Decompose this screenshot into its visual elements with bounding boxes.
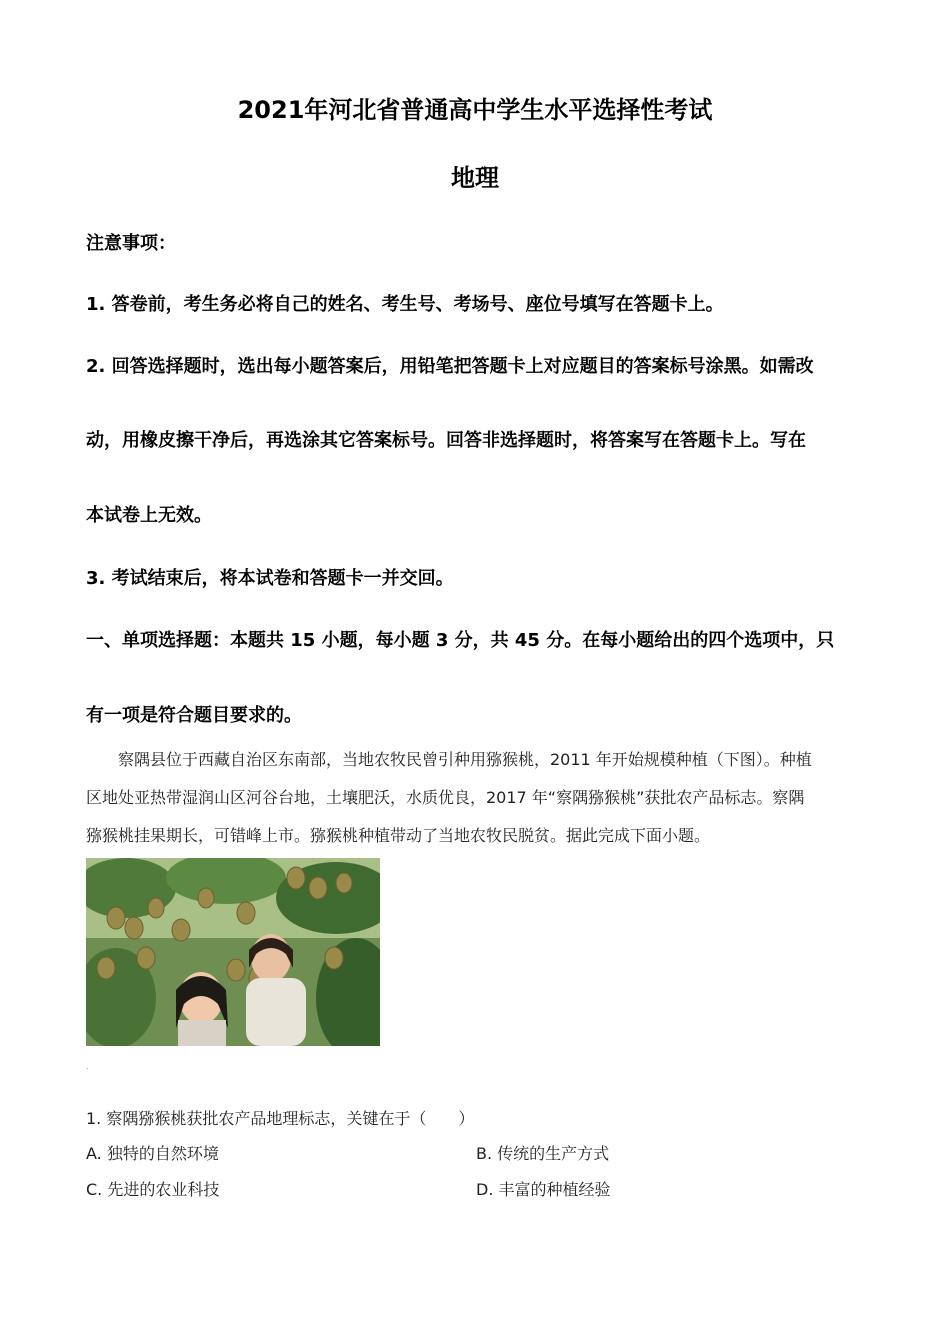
- subject-title: 地理: [451, 164, 499, 192]
- section-heading-line-2: 有一项是符合题目要求的。: [86, 705, 302, 726]
- option-b: B. 传统的生产方式: [476, 1144, 610, 1163]
- exam-title: 2021年河北省普通高中学生水平选择性考试: [237, 96, 713, 124]
- notice-item-3: 3. 考试结束后，将本试卷和答题卡一并交回。: [86, 568, 454, 589]
- section-heading-line-1: 一、单项选择题：本题共 15 小题，每小题 3 分，共 45 分。在每小题给出的四个选项中，只: [86, 630, 835, 651]
- option-d: D. 丰富的种植经验: [476, 1180, 611, 1199]
- kiwifruit-harvest-photo: [86, 858, 380, 1046]
- notice-item-1: 1. 答卷前，考生务必将自己的姓名、考生号、考场号、座位号填写在答题卡上。: [86, 294, 724, 315]
- option-a: A. 独特的自然环境: [86, 1144, 219, 1163]
- option-c: C. 先进的农业科技: [86, 1180, 220, 1199]
- question-1-stem: 1. 察隅猕猴桃获批农产品地理标志，关键在于（ ）: [86, 1109, 475, 1128]
- notice-item-2-line-1: 2. 回答选择题时，选出每小题答案后，用铅笔把答题卡上对应题目的答案标号涂黑。如需改: [86, 356, 814, 377]
- passage-line-3: 猕猴桃挂果期长，可错峰上市。猕猴桃种植带动了当地农牧民脱贫。据此完成下面小题。: [86, 826, 711, 845]
- passage-line-2: 区地处亚热带湿润山区河谷台地，土壤肥沃，水质优良，2017 年“察隅猕猴桃”获批农产品标志。察隅: [86, 788, 805, 807]
- notice-item-2-line-2: 动，用橡皮擦干净后，再选涂其它答案标号。回答非选择题时，将答案写在答题卡上。写在: [86, 430, 806, 451]
- passage-line-1: 察隅县位于西藏自治区东南部，当地农牧民曾引种用猕猴桃，2011 年开始规模种植（下图）。种植: [118, 750, 812, 769]
- notice-heading: 注意事项：: [86, 233, 176, 254]
- notice-item-2-line-3: 本试卷上无效。: [86, 505, 212, 526]
